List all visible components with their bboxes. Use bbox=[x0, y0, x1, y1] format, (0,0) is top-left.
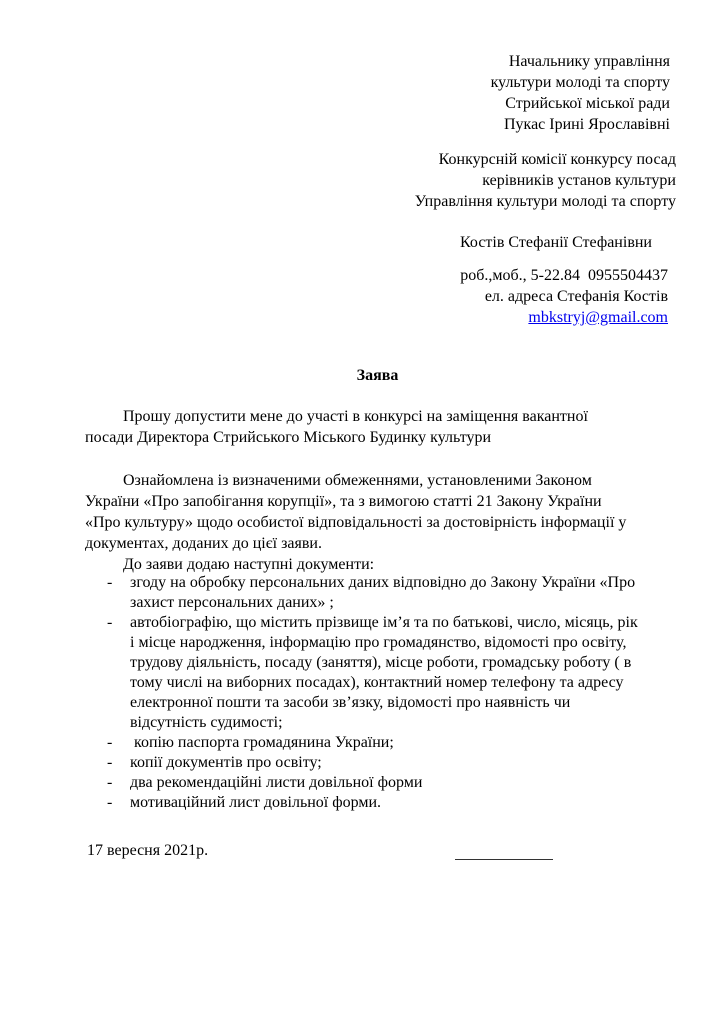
paragraph-line: Ознайомлена із визначеними обмеженнями, установленими Законом bbox=[123, 472, 592, 489]
commission-line: Управління культури молоді та спорту bbox=[414, 193, 676, 210]
list-item-line: тому числі на виборних посадах), контактний номер телефону та адресу bbox=[130, 674, 624, 691]
paragraph-line: посади Директора Стрийського Міського Будинку культури bbox=[85, 429, 492, 446]
paragraph-line: документах, доданих до цієї заяви. bbox=[85, 535, 322, 552]
recipient-line: Начальнику управління bbox=[508, 53, 670, 70]
date-line: 17 вересня 2021р. bbox=[87, 842, 209, 859]
paragraph-line: Прошу допустити мене до участі в конкурсі на заміщення вакантної bbox=[123, 408, 588, 425]
paragraph-line: України «Про запобігання корупції», та з вимогою статті 21 Закону України bbox=[85, 493, 602, 510]
commission-line: керівників установ культури bbox=[482, 172, 676, 189]
list-item-line: два рекомендаційні листи довільної форми bbox=[130, 774, 423, 791]
list-item bbox=[107, 793, 714, 813]
list-item-line: захист персональних даних» ; bbox=[130, 594, 334, 611]
commission-block bbox=[415, 149, 676, 212]
acknowledgment-paragraph bbox=[85, 470, 626, 575]
email-link[interactable]: mbkstryj@gmail.com bbox=[528, 309, 668, 326]
recipient-line: Пукас Ірині Ярославівні bbox=[503, 116, 670, 133]
phone-line: роб.,моб., 5-22.84 0955504437 bbox=[460, 267, 668, 284]
document-title: Заява bbox=[356, 367, 399, 384]
documents-list bbox=[107, 573, 714, 813]
applicant-name: Костів Стефанії Стефанівни bbox=[460, 234, 652, 251]
list-item bbox=[107, 753, 714, 773]
list-item-line: згоду на обробку персональних даних відповідно до Закону України «Про bbox=[130, 574, 636, 591]
list-item bbox=[107, 773, 714, 793]
documents-intro: До заяви додаю наступні документи: bbox=[123, 556, 375, 573]
list-item-line: автобіографію, що містить прізвище ім’я та по батькові, число, місяць, рік bbox=[130, 614, 638, 631]
dash-marker: - bbox=[107, 794, 113, 811]
list-item-line: мотиваційний лист довільної форми. bbox=[130, 794, 382, 811]
dash-marker: - bbox=[107, 774, 113, 791]
list-item-line: електронної пошти та засоби зв’язку, відомості про наявність чи bbox=[130, 694, 571, 711]
list-item-line: відсутність судимості; bbox=[130, 714, 283, 731]
paragraph-line: «Про культуру» щодо особистої відповідальності за достовірність інформації у bbox=[85, 514, 627, 531]
list-item bbox=[107, 573, 714, 613]
list-item bbox=[107, 613, 714, 733]
dash-marker: - bbox=[107, 734, 113, 751]
dash-marker: - bbox=[107, 614, 113, 631]
list-item-line: і місце народження, інформацію про громадянство, відомості про освіту, bbox=[130, 634, 627, 651]
email-owner-line: ел. адреса Стефанія Костів bbox=[484, 288, 668, 305]
list-item bbox=[107, 733, 714, 753]
list-item-line: копії документів про освіту; bbox=[130, 754, 322, 771]
list-item-line: трудову діяльність, посаду (заняття), місце роботи, громадську роботу ( в bbox=[130, 654, 632, 671]
commission-line: Конкурсній комісії конкурсу посад bbox=[438, 151, 676, 168]
email-line bbox=[460, 307, 668, 328]
recipient-block bbox=[491, 51, 670, 135]
recipient-line: культури молоді та спорту bbox=[490, 74, 670, 91]
recipient-line: Стрийської міської ради bbox=[505, 95, 670, 112]
signature-line bbox=[455, 845, 553, 860]
dash-marker: - bbox=[107, 754, 113, 771]
contact-block bbox=[460, 265, 668, 328]
dash-marker: - bbox=[107, 574, 113, 591]
request-paragraph bbox=[85, 406, 588, 448]
list-item-line: копію паспорта громадянина України; bbox=[130, 734, 394, 751]
